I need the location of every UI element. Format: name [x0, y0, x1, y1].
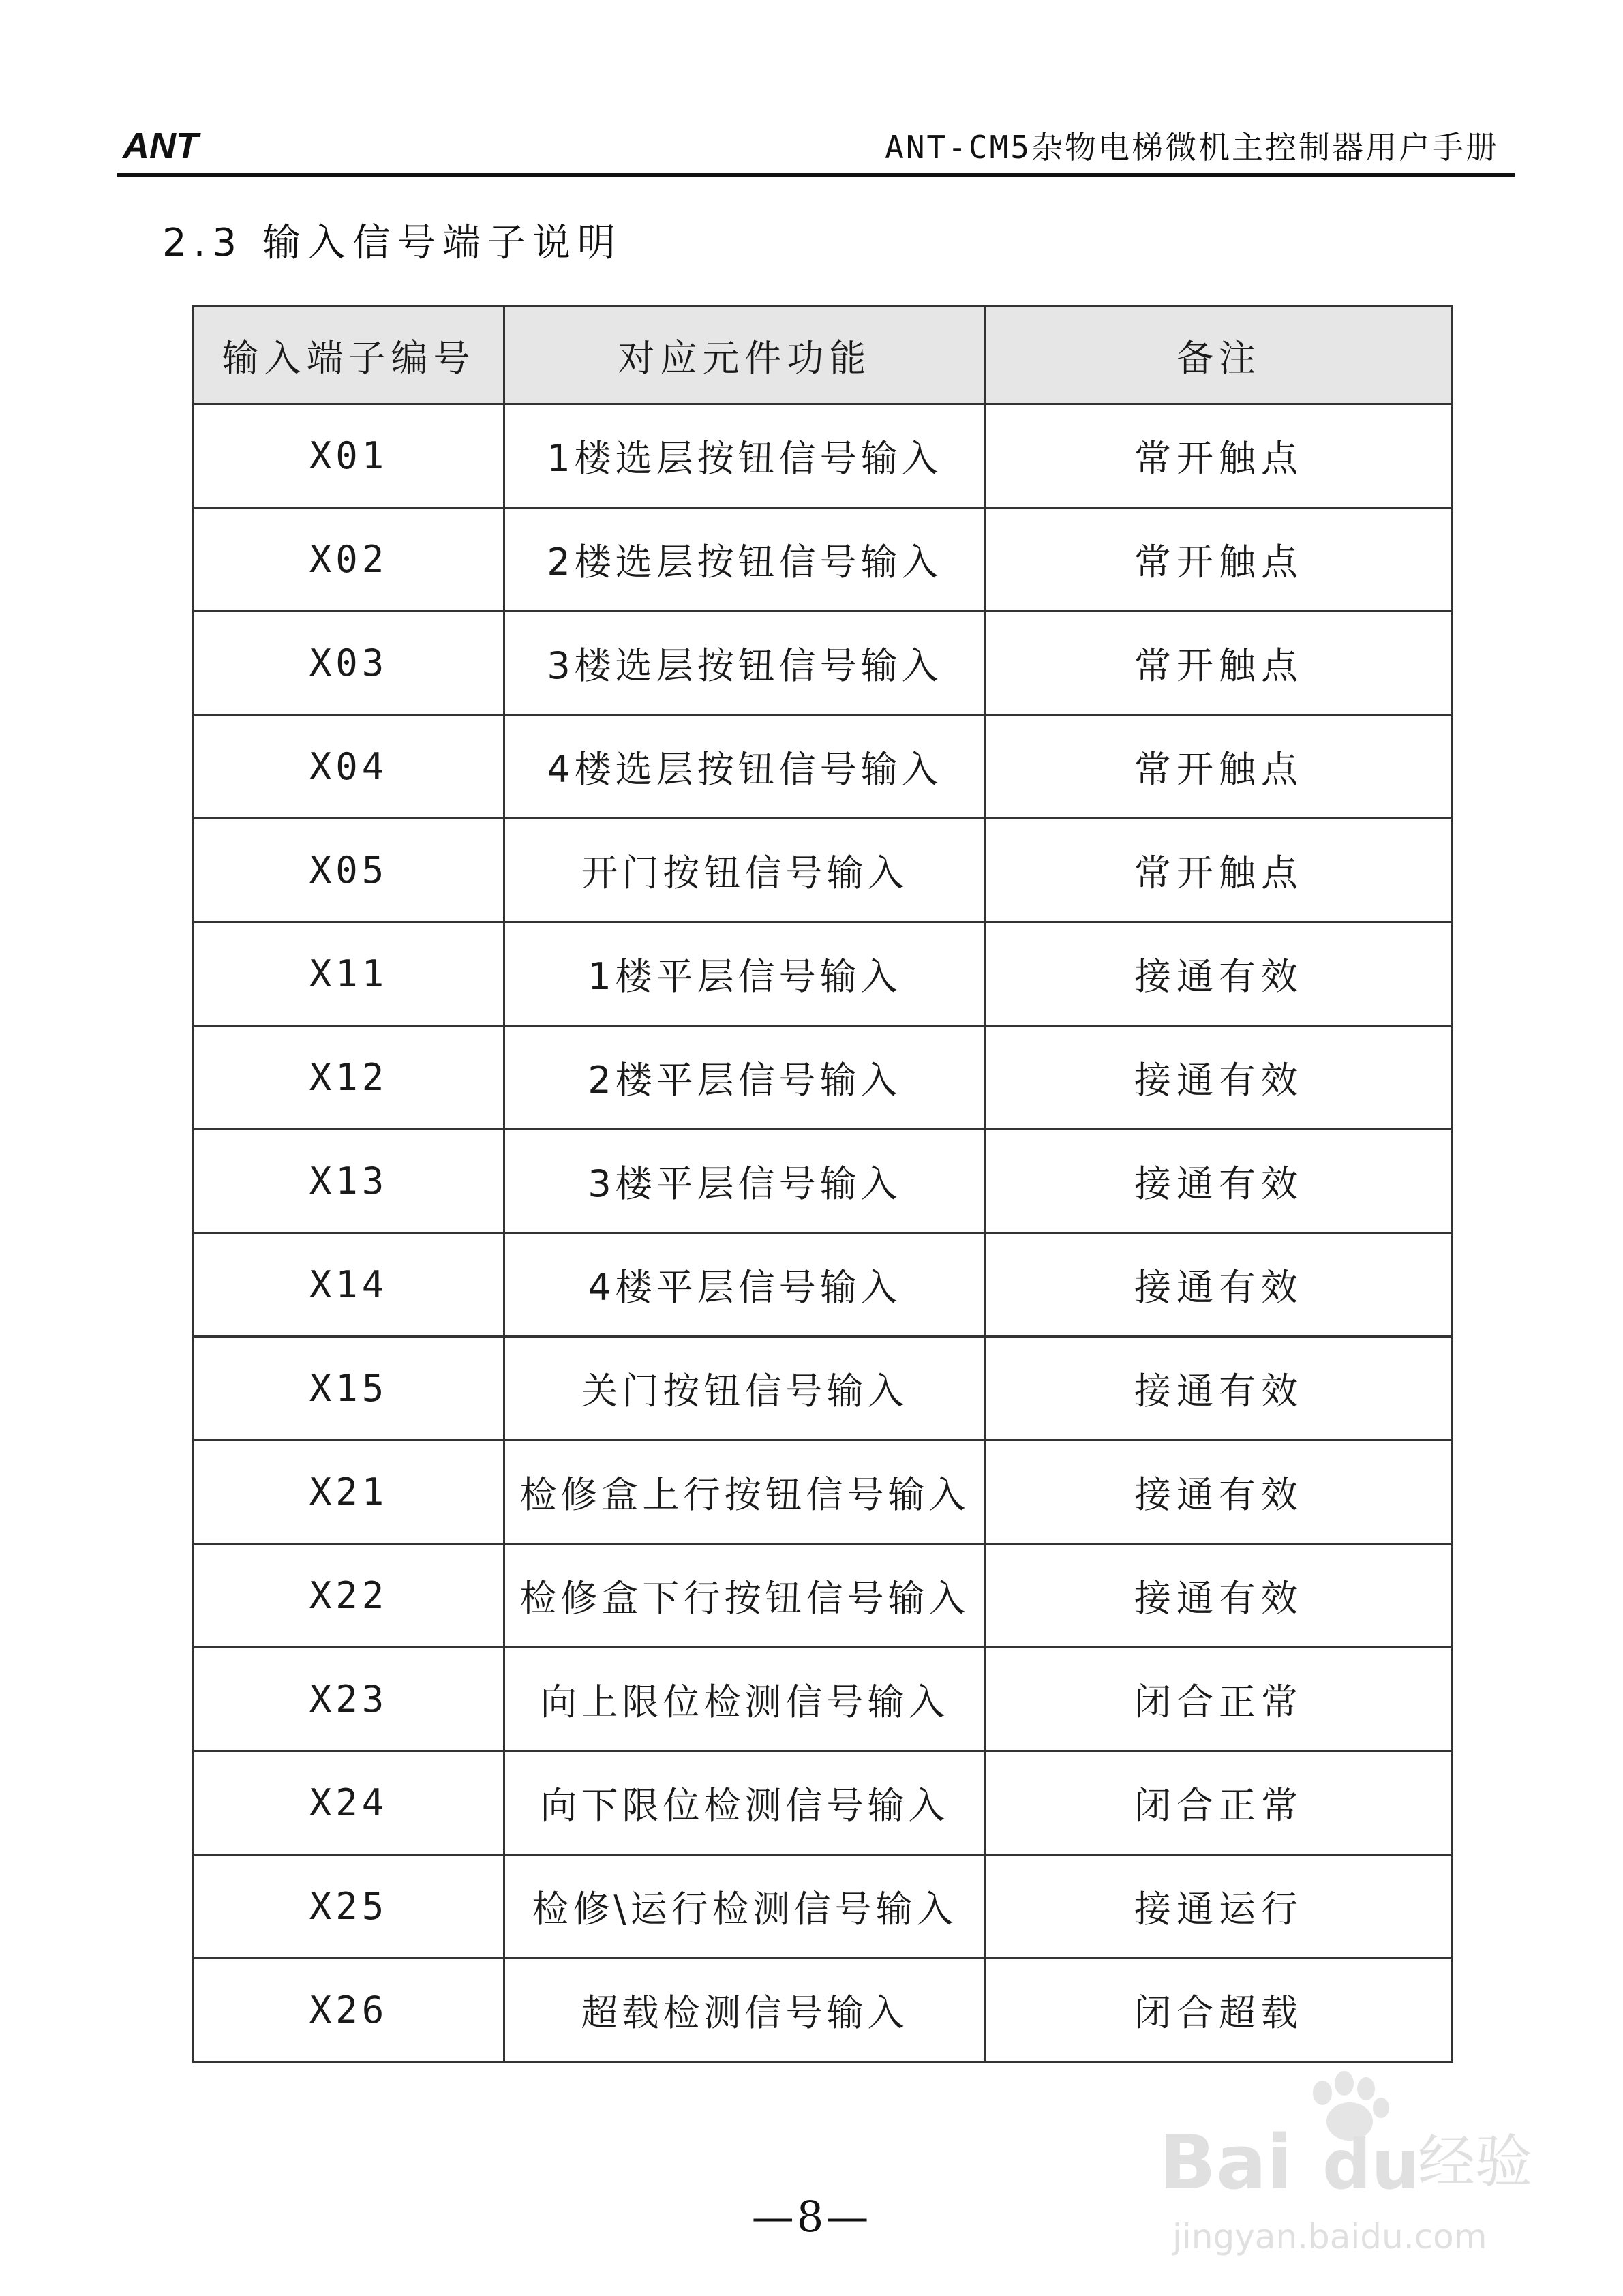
terminal-id: X21: [194, 1440, 504, 1544]
terminal-note: 接通有效: [986, 1026, 1453, 1130]
table-row: [194, 1751, 1453, 1855]
terminal-function: 1楼平层信号输入: [504, 922, 986, 1026]
input-terminal-table: [192, 305, 1453, 2063]
terminal-function: 检修盒下行按钮信号输入: [504, 1544, 986, 1648]
terminal-note: 接通运行: [986, 1855, 1453, 1959]
header-note: 备注: [986, 307, 1453, 404]
terminal-id: X02: [194, 508, 504, 611]
table-row: [194, 715, 1453, 819]
terminal-note: 接通有效: [986, 1233, 1453, 1337]
header-terminal-id: 输入端子编号: [194, 307, 504, 404]
terminal-id: X14: [194, 1233, 504, 1337]
section-title: 2.3 输入信号端子说明: [162, 221, 622, 265]
terminal-function: 向下限位检测信号输入: [504, 1751, 986, 1855]
table-row: [194, 1544, 1453, 1648]
table-row: [194, 1959, 1453, 2062]
terminal-note: 接通有效: [986, 1337, 1453, 1440]
page-number: —8—: [751, 2192, 872, 2241]
terminal-note: 接通有效: [986, 1544, 1453, 1648]
terminal-note: 接通有效: [986, 1440, 1453, 1544]
terminal-id: X23: [194, 1648, 504, 1751]
terminal-function: 超载检测信号输入: [504, 1959, 986, 2062]
table-row: [194, 611, 1453, 715]
watermark-product: 经验: [1418, 2128, 1533, 2195]
header-divider: [117, 173, 1515, 177]
terminal-function: 检修\运行检测信号输入: [504, 1855, 986, 1959]
table-row: [194, 1855, 1453, 1959]
terminal-note: 常开触点: [986, 715, 1453, 819]
terminal-id: X12: [194, 1026, 504, 1130]
terminal-id: X26: [194, 1959, 504, 2062]
table-row: [194, 1337, 1453, 1440]
ant-logo: [121, 124, 224, 165]
terminal-function: 3楼平层信号输入: [504, 1130, 986, 1233]
watermark-url: jingyan.baidu.com: [1172, 2217, 1487, 2256]
terminal-id: X03: [194, 611, 504, 715]
terminal-id: X24: [194, 1751, 504, 1855]
terminal-id: X15: [194, 1337, 504, 1440]
terminal-function: 开门按钮信号输入: [504, 819, 986, 922]
terminal-function: 4楼选层按钮信号输入: [504, 715, 986, 819]
terminal-id: X01: [194, 404, 504, 508]
terminal-function: 3楼选层按钮信号输入: [504, 611, 986, 715]
terminal-id: X13: [194, 1130, 504, 1233]
document-title: ANT-CM5杂物电梯微机主控制器用户手册: [885, 129, 1499, 166]
terminal-note: 常开触点: [986, 404, 1453, 508]
terminal-note: 闭合正常: [986, 1751, 1453, 1855]
terminal-note: 接通有效: [986, 1130, 1453, 1233]
table-header-row: [194, 307, 1453, 404]
terminal-function: 关门按钮信号输入: [504, 1337, 986, 1440]
terminal-note: 常开触点: [986, 508, 1453, 611]
terminal-id: X04: [194, 715, 504, 819]
terminal-note: 接通有效: [986, 922, 1453, 1026]
terminal-note: 闭合正常: [986, 1648, 1453, 1751]
terminal-id: X05: [194, 819, 504, 922]
table-row: [194, 922, 1453, 1026]
terminal-note: 常开触点: [986, 611, 1453, 715]
terminal-id: X25: [194, 1855, 504, 1959]
watermark-brand: Bai: [1159, 2119, 1292, 2206]
header-function: 对应元件功能: [504, 307, 986, 404]
baidu-jingyan-watermark: [1159, 2059, 1541, 2263]
terminal-function: 2楼选层按钮信号输入: [504, 508, 986, 611]
table-row: [194, 1130, 1453, 1233]
table-row: [194, 404, 1453, 508]
table-row: [194, 1440, 1453, 1544]
logo-text: ANT: [123, 125, 198, 165]
table-row: [194, 1233, 1453, 1337]
terminal-function: 4楼平层信号输入: [504, 1233, 986, 1337]
table-row: [194, 819, 1453, 922]
table-row: [194, 1026, 1453, 1130]
table-row: [194, 1648, 1453, 1751]
terminal-note: 闭合超载: [986, 1959, 1453, 2062]
terminal-function: 检修盒上行按钮信号输入: [504, 1440, 986, 1544]
terminal-function: 2楼平层信号输入: [504, 1026, 986, 1130]
terminal-function: 1楼选层按钮信号输入: [504, 404, 986, 508]
watermark-brand-du: du: [1322, 2125, 1420, 2205]
terminal-function: 向上限位检测信号输入: [504, 1648, 986, 1751]
terminal-id: X22: [194, 1544, 504, 1648]
terminal-note: 常开触点: [986, 819, 1453, 922]
table-row: [194, 508, 1453, 611]
terminal-id: X11: [194, 922, 504, 1026]
